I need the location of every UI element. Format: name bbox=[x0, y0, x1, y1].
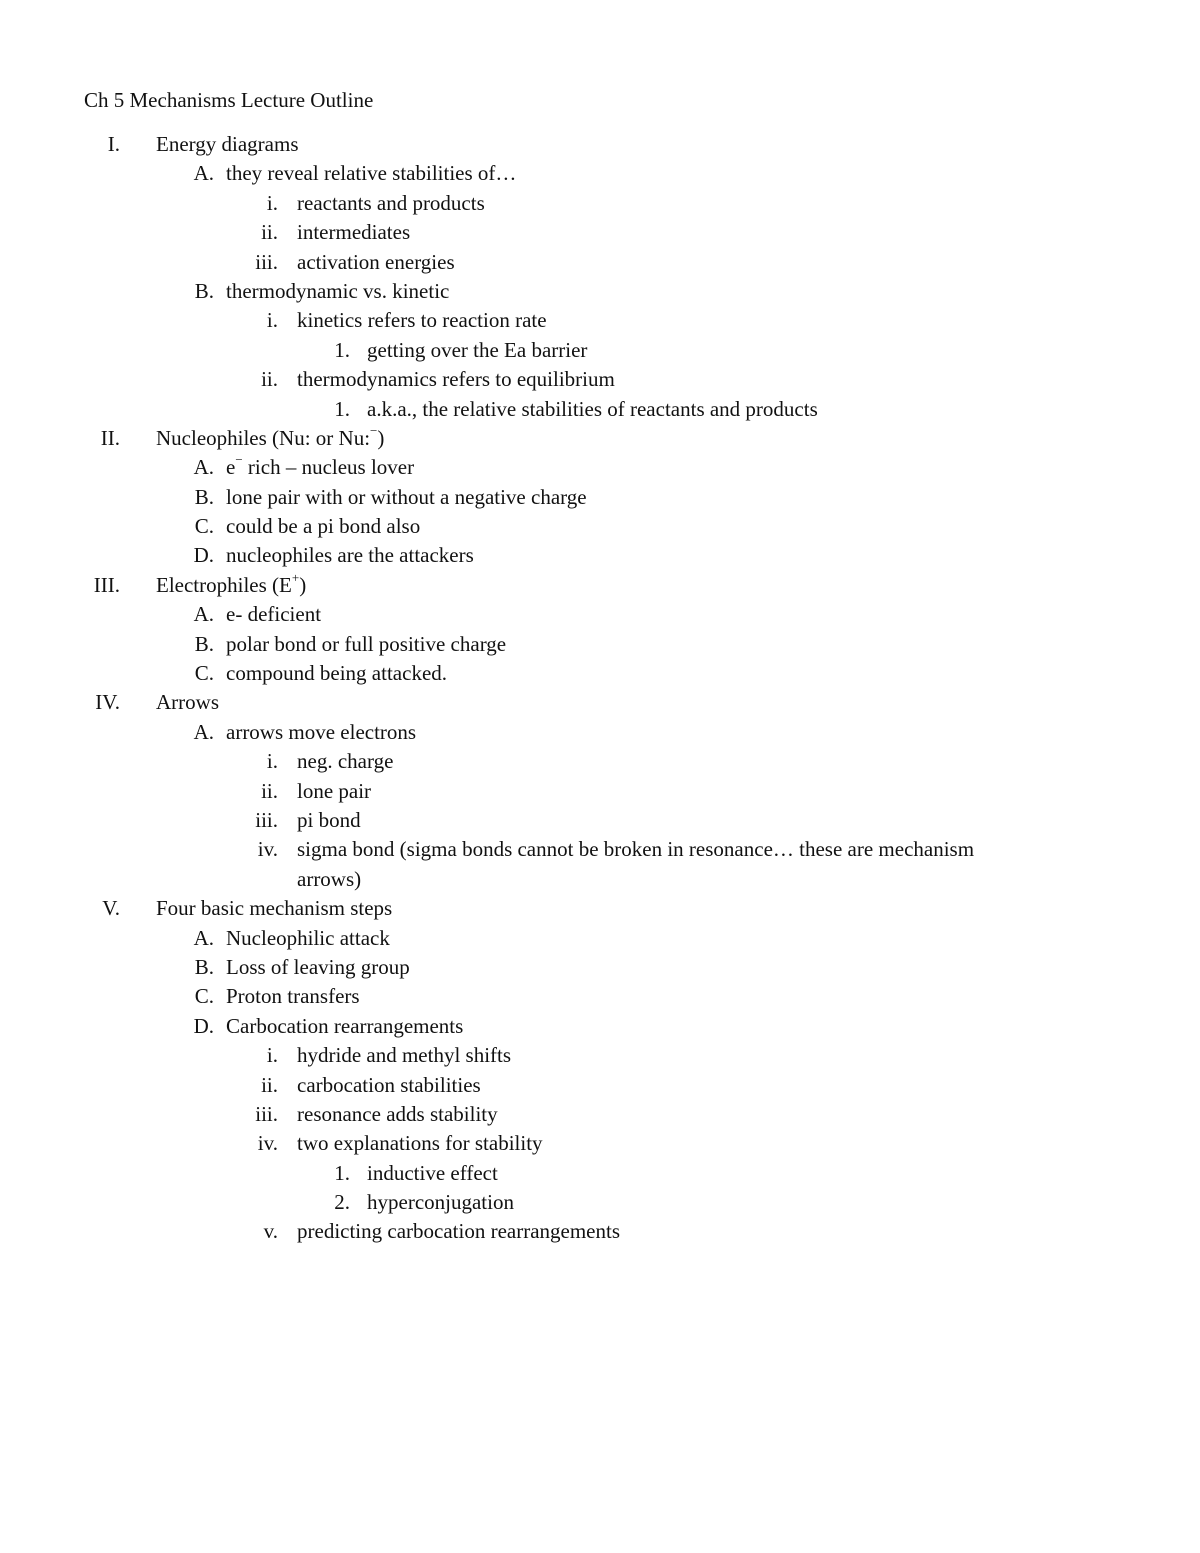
outline-text bbox=[156, 571, 306, 600]
outline-item bbox=[0, 277, 1200, 306]
outline-text-main: reactants and products bbox=[297, 190, 485, 215]
outline-item bbox=[0, 541, 1200, 570]
outline-marker: A. bbox=[193, 925, 214, 950]
outline-item bbox=[0, 218, 1200, 247]
outline-text bbox=[297, 1100, 498, 1129]
outline-marker: iii. bbox=[255, 1101, 278, 1126]
outline-text-main: lone pair with or without a negative charge bbox=[226, 484, 587, 509]
outline-marker: i. bbox=[266, 308, 278, 333]
outline-text-main: inductive effect bbox=[367, 1160, 498, 1185]
outline-marker: V. bbox=[102, 896, 120, 921]
outline-marker: iii. bbox=[255, 249, 278, 274]
outline-marker: A. bbox=[193, 719, 214, 744]
outline-marker: ii. bbox=[261, 220, 278, 245]
outline-item bbox=[0, 1012, 1200, 1041]
outline-text-main: Nucleophiles (Nu: or Nu: bbox=[156, 425, 371, 450]
outline-text bbox=[367, 395, 818, 424]
outline-marker: ii. bbox=[261, 367, 278, 392]
outline-text-main: could be a pi bond also bbox=[226, 514, 421, 539]
outline-text bbox=[226, 453, 414, 482]
outline-item bbox=[0, 659, 1200, 688]
outline-text bbox=[297, 865, 361, 894]
outline-item bbox=[0, 1100, 1200, 1129]
outline-text-main: two explanations for stability bbox=[297, 1131, 543, 1156]
outline-item bbox=[0, 747, 1200, 776]
outline-text-main: activation energies bbox=[297, 249, 455, 274]
outline-marker: 2. bbox=[334, 1190, 350, 1215]
outline-item bbox=[0, 336, 1200, 365]
outline-text bbox=[297, 806, 361, 835]
outline-text bbox=[226, 718, 416, 747]
outline-text-after: ) bbox=[299, 572, 307, 597]
outline-item bbox=[0, 600, 1200, 629]
outline-marker: i. bbox=[266, 190, 278, 215]
outline-text-main: Four basic mechanism steps bbox=[156, 896, 393, 921]
outline-text bbox=[226, 277, 449, 306]
outline-item bbox=[0, 777, 1200, 806]
outline-text bbox=[367, 1159, 498, 1188]
outline-item bbox=[0, 306, 1200, 335]
outline-item bbox=[0, 571, 1200, 600]
outline-text-main: Electrophiles (E bbox=[156, 572, 292, 597]
outline-text-main: Proton transfers bbox=[226, 984, 360, 1009]
outline-marker: A. bbox=[193, 602, 214, 627]
outline-marker: A. bbox=[193, 161, 214, 186]
outline-marker: ii. bbox=[261, 1072, 278, 1097]
outline-text bbox=[226, 982, 360, 1011]
outline-text-main: Loss of leaving group bbox=[226, 954, 410, 979]
outline-text bbox=[297, 1217, 620, 1246]
outline-text bbox=[297, 835, 974, 864]
outline-text-main: nucleophiles are the attackers bbox=[226, 543, 474, 568]
superscript-charge: + bbox=[291, 569, 300, 585]
outline-text-main: arrows move electrons bbox=[226, 719, 417, 744]
outline-item bbox=[0, 865, 1200, 894]
outline-text-main: hydride and methyl shifts bbox=[297, 1043, 512, 1068]
outline-item bbox=[0, 512, 1200, 541]
outline-marker: D. bbox=[193, 1013, 214, 1038]
outline-text-main: arrows) bbox=[297, 866, 362, 891]
outline-item bbox=[0, 835, 1200, 864]
outline-marker: C. bbox=[194, 514, 214, 539]
outline-item bbox=[0, 424, 1200, 453]
outline-marker: C. bbox=[194, 984, 214, 1009]
outline-text bbox=[156, 894, 392, 923]
outline-text-main: getting over the Ea barrier bbox=[367, 337, 588, 362]
outline-item bbox=[0, 1041, 1200, 1070]
outline-item bbox=[0, 982, 1200, 1011]
outline-item bbox=[0, 130, 1200, 159]
outline-text-after: ) bbox=[377, 425, 385, 450]
outline-text bbox=[297, 1129, 543, 1158]
superscript-charge: − bbox=[235, 452, 243, 468]
outline-marker: B. bbox=[194, 954, 214, 979]
outline-text bbox=[297, 777, 371, 806]
outline-text-main: thermodynamic vs. kinetic bbox=[226, 278, 450, 303]
outline-text-main: Carbocation rearrangements bbox=[226, 1013, 464, 1038]
outline-text bbox=[226, 512, 420, 541]
outline-item bbox=[0, 1217, 1200, 1246]
outline-text-main: thermodynamics refers to equilibrium bbox=[297, 367, 615, 392]
outline-text bbox=[226, 630, 506, 659]
outline-text-main: Nucleophilic attack bbox=[226, 925, 390, 950]
outline-text bbox=[297, 365, 615, 394]
outline-marker: A. bbox=[193, 455, 214, 480]
outline-text-main: Arrows bbox=[156, 690, 219, 715]
outline-marker: iv. bbox=[257, 837, 278, 862]
outline-text-main: a.k.a., the relative stabilities of reactants and products bbox=[367, 396, 818, 421]
outline-item bbox=[0, 806, 1200, 835]
outline-text bbox=[226, 483, 587, 512]
outline-item bbox=[0, 483, 1200, 512]
outline-marker: i. bbox=[266, 749, 278, 774]
outline-text-main: sigma bond (sigma bonds cannot be broken in resonance… these are mechanism bbox=[297, 837, 975, 862]
outline-text bbox=[226, 953, 410, 982]
outline-text bbox=[367, 1188, 514, 1217]
document-title: Ch 5 Mechanisms Lecture Outline bbox=[84, 88, 374, 112]
outline-item bbox=[0, 1159, 1200, 1188]
outline-marker: i. bbox=[266, 1043, 278, 1068]
lecture-outline bbox=[0, 130, 1200, 1247]
outline-marker: 1. bbox=[334, 396, 350, 421]
outline-marker: 1. bbox=[334, 337, 350, 362]
outline-item bbox=[0, 159, 1200, 188]
outline-text-main: hyperconjugation bbox=[367, 1190, 514, 1215]
outline-text-main: carbocation stabilities bbox=[297, 1072, 481, 1097]
outline-marker: C. bbox=[194, 661, 214, 686]
outline-marker: IV. bbox=[95, 690, 120, 715]
superscript-charge: − bbox=[370, 422, 378, 438]
outline-item bbox=[0, 1129, 1200, 1158]
outline-item bbox=[0, 189, 1200, 218]
outline-item bbox=[0, 688, 1200, 717]
outline-marker: II. bbox=[100, 425, 120, 450]
outline-text bbox=[297, 218, 410, 247]
outline-marker: v. bbox=[263, 1219, 278, 1244]
outline-text bbox=[156, 424, 384, 453]
outline-item bbox=[0, 630, 1200, 659]
outline-text bbox=[226, 924, 390, 953]
outline-marker: B. bbox=[194, 278, 214, 303]
outline-item bbox=[0, 1071, 1200, 1100]
outline-text-main: e bbox=[226, 455, 236, 480]
outline-text bbox=[226, 600, 321, 629]
outline-text-main: kinetics refers to reaction rate bbox=[297, 308, 547, 333]
outline-text-main: neg. charge bbox=[297, 749, 394, 774]
outline-text bbox=[297, 1071, 481, 1100]
outline-marker: iv. bbox=[257, 1131, 278, 1156]
outline-text-main: lone pair bbox=[297, 778, 372, 803]
outline-item bbox=[0, 718, 1200, 747]
outline-text bbox=[226, 159, 516, 188]
outline-text-main: intermediates bbox=[297, 220, 411, 245]
outline-marker: D. bbox=[193, 543, 214, 568]
outline-marker: B. bbox=[194, 631, 214, 656]
outline-marker: I. bbox=[107, 132, 120, 156]
outline-text-main: Energy diagrams bbox=[156, 132, 299, 156]
outline-item bbox=[0, 953, 1200, 982]
outline-text bbox=[156, 688, 219, 717]
outline-marker: ii. bbox=[261, 778, 278, 803]
outline-text-main: e- deficient bbox=[226, 602, 322, 627]
outline-text bbox=[156, 130, 299, 159]
outline-text bbox=[297, 747, 393, 776]
outline-item bbox=[0, 248, 1200, 277]
outline-text-main: compound being attacked. bbox=[226, 661, 448, 686]
outline-text bbox=[297, 248, 455, 277]
outline-text bbox=[226, 541, 474, 570]
outline-item bbox=[0, 924, 1200, 953]
outline-text bbox=[297, 189, 485, 218]
outline-text-main: predicting carbocation rearrangements bbox=[297, 1219, 621, 1244]
outline-text-main: they reveal relative stabilities of… bbox=[226, 161, 517, 186]
outline-text bbox=[226, 659, 447, 688]
outline-text bbox=[226, 1012, 463, 1041]
outline-text-after: rich – nucleus lover bbox=[242, 455, 415, 480]
outline-marker: iii. bbox=[255, 807, 278, 832]
outline-text-main: resonance adds stability bbox=[297, 1101, 498, 1126]
outline-text bbox=[367, 336, 587, 365]
outline-marker: 1. bbox=[334, 1160, 350, 1185]
outline-item bbox=[0, 453, 1200, 482]
outline-text-main: pi bond bbox=[297, 807, 361, 832]
outline-marker: III. bbox=[93, 572, 120, 597]
outline-item bbox=[0, 395, 1200, 424]
outline-text bbox=[297, 306, 547, 335]
outline-item bbox=[0, 1188, 1200, 1217]
outline-marker: B. bbox=[194, 484, 214, 509]
outline-text-main: polar bond or full positive charge bbox=[226, 631, 507, 656]
outline-item bbox=[0, 365, 1200, 394]
outline-item bbox=[0, 894, 1200, 923]
outline-text bbox=[297, 1041, 511, 1070]
